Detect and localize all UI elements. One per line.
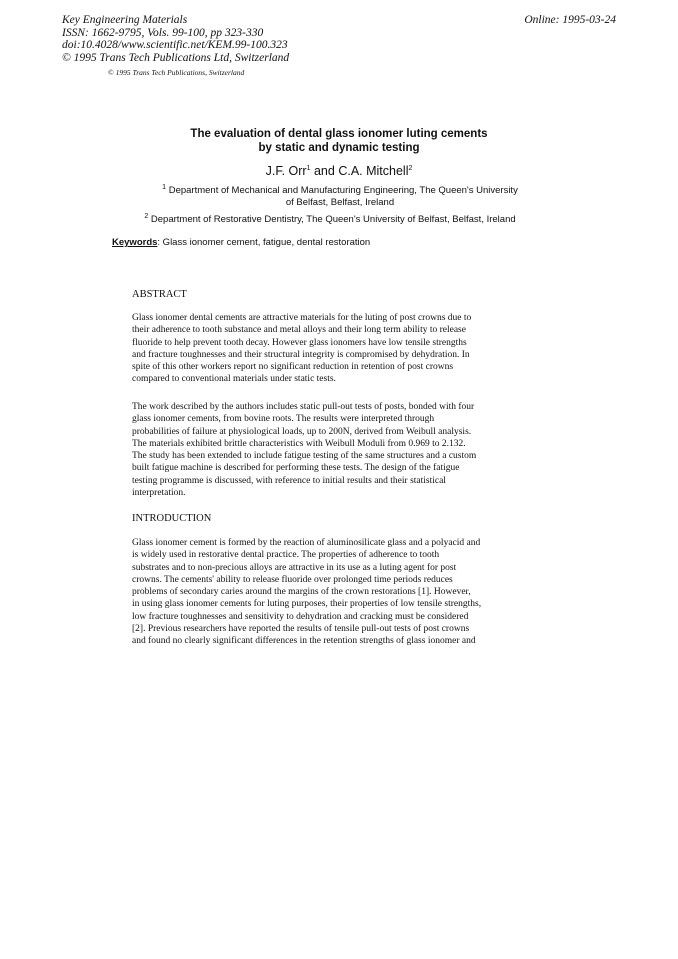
text-line: and fracture toughnesses and their structural integrity is compromised by dehydration. In — [132, 349, 470, 360]
keywords-text: : Glass ionomer cement, fatigue, dental restoration — [157, 237, 371, 248]
text-line: built fatigue machine is described for performing these tests. The design of the fatigue — [132, 463, 460, 474]
text-line: spite of this other workers report no significant reduction in retention of post crowns — [132, 362, 454, 373]
doi-line: doi:10.4028/www.scientific.net/KEM.99-100.323 — [62, 39, 288, 52]
author-2: C.A. Mitchell — [338, 164, 409, 178]
title-line-1: The evaluation of dental glass ionomer luting cements — [190, 128, 488, 140]
affiliation-2-text: Department of Restorative Dentistry, The Queen's University of Belfast, Belfast, Ireland — [150, 214, 516, 225]
introduction-heading: INTRODUCTION — [132, 513, 212, 524]
issn-line: ISSN: 1662-9795, Vols. 99-100, pp 323-330 — [62, 26, 264, 39]
text-line: is widely used in restorative dental practice. The properties of adherence to tooth — [132, 550, 440, 561]
text-line: compared to conventional materials under static tests. — [132, 374, 336, 385]
affiliation-1 — [120, 185, 560, 209]
text-line: Glass ionomer dental cements are attractive materials for the luting of post crowns due to — [132, 313, 472, 323]
text-line: Glass ionomer cement is formed by the reaction of aluminosilicate glass and a polyacid and — [132, 538, 481, 548]
abstract-heading: ABSTRACT — [132, 289, 187, 300]
text-line: testing programme is discussed, with reference to initial results and their statistical — [132, 475, 446, 486]
text-line: glass ionomer cements, from bovine roots. The results were interpreted through — [132, 414, 435, 425]
abstract-paragraph-1 — [132, 312, 532, 386]
text-line: The materials exhibited brittle characteristics with Weibull Moduli from 0.969 to 2.132. — [132, 438, 466, 449]
abstract-paragraph-2 — [132, 401, 532, 499]
text-line: and found no clearly significant differences in the retention strengths of glass ionomer and — [132, 636, 476, 647]
copyright-line: © 1995 Trans Tech Publications Ltd, Switzerland — [62, 51, 290, 64]
text-line: their adherence to tooth substance and metal alloys and their long term ability to release — [132, 325, 466, 336]
online-date: Online: 1995-03-24 — [524, 14, 616, 26]
text-line: problems of secondary caries around the margins of the crown restorations [1]. However, — [132, 587, 471, 598]
paper-title — [0, 127, 678, 155]
text-line: probabilities of failure at physiological loads, up to 200N, derived from Weibull analysis. — [132, 426, 472, 437]
text-line: crowns. The cements' ability to release fluoride over prolonged time periods reduces — [132, 574, 453, 585]
affiliation-2-mark: 2 — [144, 212, 149, 220]
keywords-label: Keywords — [112, 237, 158, 248]
text-line: interpretation. — [132, 488, 186, 499]
author-1: J.F. Orr — [265, 164, 307, 178]
text-line: in using glass ionomer cements for luting purposes, their properties of low tensile strengths, — [132, 599, 482, 610]
text-line: fluoride to help prevent tooth decay. However glass ionomers have low tensile strengths — [132, 337, 467, 348]
authors — [0, 164, 678, 178]
journal-name: Key Engineering Materials — [62, 14, 188, 26]
affiliation-1-line-2: of Belfast, Belfast, Ireland — [285, 197, 395, 208]
text-line: substrates and to non-precious alloys are attractive in its use as a luting agent for post — [132, 562, 457, 573]
title-line-2: by static and dynamic testing — [258, 142, 420, 154]
text-line: The study has been extended to include fatigue testing of the same structures and a custom — [132, 451, 477, 462]
text-line: The work described by the authors includes static pull-out tests of posts, bonded with four — [132, 402, 475, 412]
author-1-mark: 1 — [306, 164, 311, 172]
affiliation-1-mark: 1 — [162, 183, 167, 191]
text-line: low fracture toughnesses and sensitivity to dehydration and cracking must be considered — [132, 611, 469, 622]
affiliation-2 — [110, 214, 550, 226]
copyright-small: © 1995 Trans Tech Publications, Switzerland — [108, 68, 245, 77]
authors-and: and — [310, 164, 339, 178]
text-line: [2]. Previous researchers have reported the results of tensile pull-out tests of post crowns — [132, 624, 470, 635]
keywords — [112, 237, 370, 248]
affiliation-1-line-1: Department of Mechanical and Manufacturing Engineering, The Queen's University — [168, 185, 518, 196]
introduction-paragraph-1 — [132, 537, 532, 648]
journal-header — [62, 14, 289, 64]
author-2-mark: 2 — [408, 164, 413, 172]
